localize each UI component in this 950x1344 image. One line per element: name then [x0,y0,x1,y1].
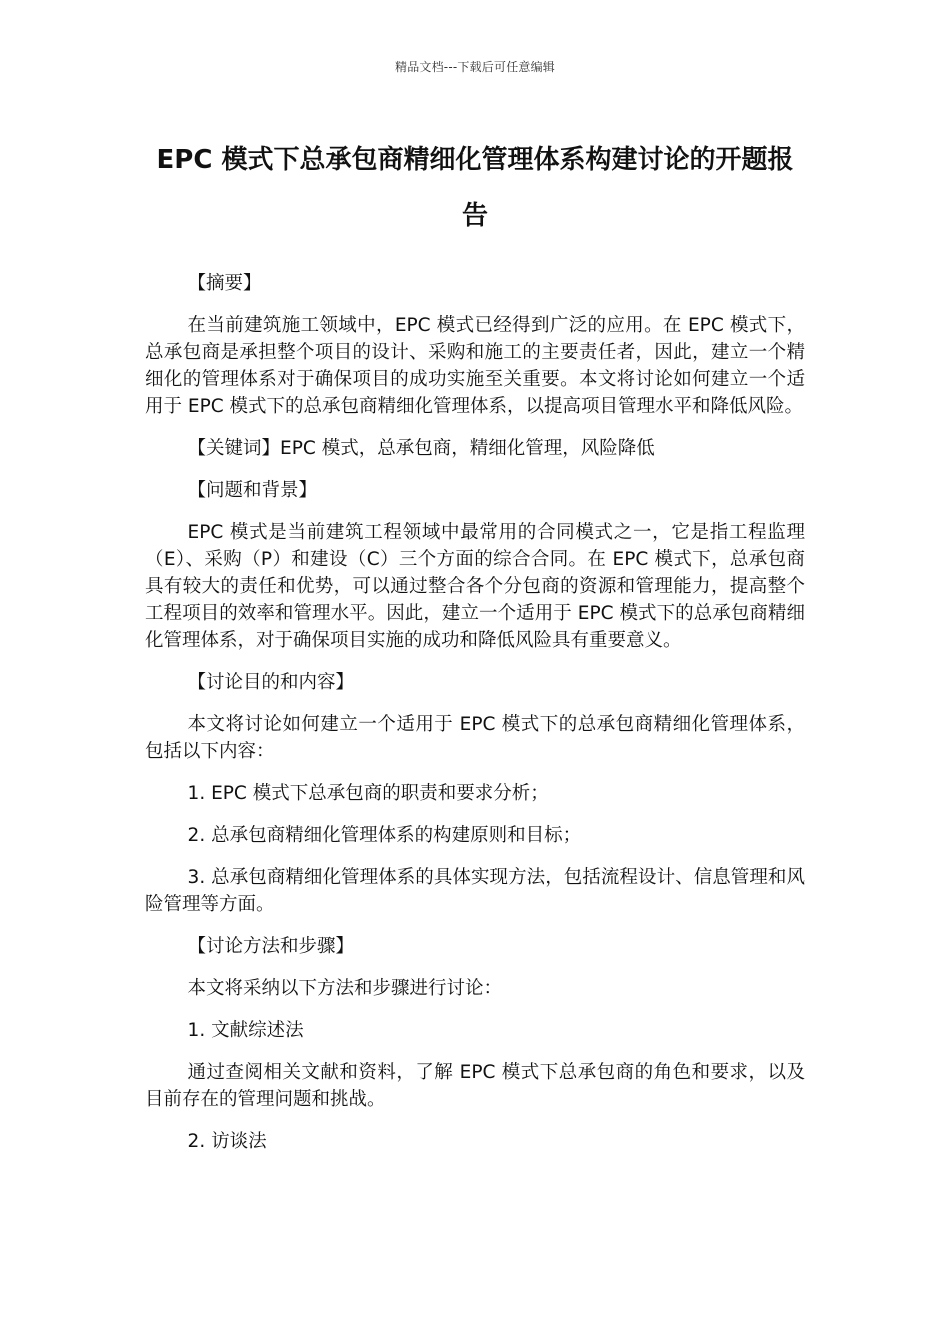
purpose-list-item: 3. 总承包商精细化管理体系的具体实现方法，包括流程设计、信息管理和风险管理等方面。 [145,867,805,915]
background-paragraph: EPC 模式是当前建筑工程领域中最常用的合同模式之一，它是指工程监理（E）、采购（P）和建设（C）三个方面的综合合同。在 EPC 模式下，总承包商具有较大的责任和优势，可以通过整合各个分包商的资源和管理能力，提高整个工程项目的效率和管理水平。因此，建立一个适用于 EPC 模式下的总承包商精细化管理体系，对于确保项目实施的成功和降低风险具有重要意义。 [145,522,805,651]
abstract-paragraph: 在当前建筑施工领域中，EPC 模式已经得到广泛的应用。在 EPC 模式下，总承包商是承担整个项目的设计、采购和施工的主要责任者，因此，建立一个精细化的管理体系对于确保项目的成功实施至关重要。本文将讨论如何建立一个适用于 EPC 模式下的总承包商精细化管理体系，以提高项目管理水平和降低风险。 [145,315,805,417]
keywords-line: 【关键词】EPC 模式，总承包商，精细化管理，风险降低 [187,438,655,459]
document-body [145,270,805,1170]
method-heading: 【讨论方法和步骤】 [187,936,355,957]
method-1-paragraph: 通过查阅相关文献和资料，了解 EPC 模式下总承包商的角色和要求，以及目前存在的管理问题和挑战。 [145,1062,805,1110]
document-title: EPC 模式下总承包商精细化管理体系构建讨论的开题报告 [156,145,794,231]
header-note: 精品文档---下载后可任意编辑 [395,60,555,74]
purpose-paragraph: 本文将讨论如何建立一个适用于 EPC 模式下的总承包商精细化管理体系，包括以下内容： [145,714,805,762]
purpose-list-item: 2. 总承包商精细化管理体系的构建原则和目标； [187,825,582,846]
method-paragraph: 本文将采纳以下方法和步骤进行讨论： [187,978,503,999]
method-1-title: 1. 文献综述法 [187,1020,304,1041]
purpose-list-item: 1. EPC 模式下总承包商的职责和要求分析； [187,783,549,804]
purpose-heading: 【讨论目的和内容】 [187,672,355,693]
method-2-title: 2. 访谈法 [187,1131,267,1152]
abstract-heading: 【摘要】 [187,273,262,294]
background-heading: 【问题和背景】 [187,480,318,501]
